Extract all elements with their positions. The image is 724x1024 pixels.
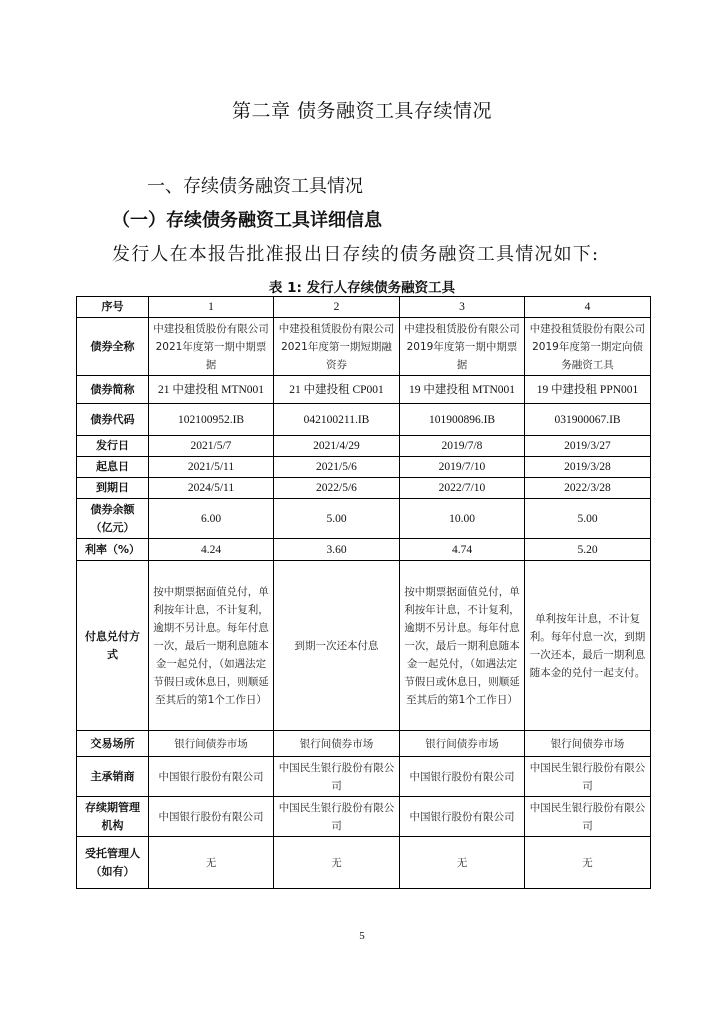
- table-cell: 无: [274, 837, 400, 889]
- header-cell-1: 1: [149, 297, 274, 318]
- table-cell: 6.00: [149, 499, 274, 539]
- table-cell: 按中期票据面值兑付，单利按年计息，不计复利，逾期不另计息。每年付息一次，最后一期利息随本金一起兑付，（如遇法定节假日或休息日，则顺延至其后的第1个工作日）: [400, 561, 525, 731]
- row-label: 主承销商: [77, 757, 149, 797]
- row-rate: [77, 539, 651, 561]
- table-cell: 无: [400, 837, 525, 889]
- row-management-institution: [77, 797, 651, 837]
- row-label: 起息日: [77, 457, 149, 478]
- row-label: 债券简称: [77, 376, 149, 404]
- row-balance: [77, 499, 651, 539]
- table-cell: 中国民生银行股份有限公司: [274, 797, 400, 837]
- table-caption: 表 1: 发行人存续债务融资工具: [268, 280, 456, 296]
- section-title: 一、存续债务融资工具情况: [147, 176, 363, 197]
- intro-text: 发行人在本报告批准报出日存续的债务融资工具情况如下:: [112, 244, 600, 265]
- table-cell: 2021/5/6: [274, 457, 400, 478]
- row-value-date: [77, 457, 651, 478]
- table-cell: 银行间债券市场: [274, 731, 400, 757]
- row-label: 债券代码: [77, 404, 149, 436]
- table-cell: 2024/5/11: [149, 478, 274, 499]
- header-cell-4: 4: [525, 297, 651, 318]
- page-number: 5: [359, 930, 365, 942]
- table-cell: 21 中建投租 CP001: [274, 376, 400, 404]
- row-full-name: [77, 318, 651, 376]
- table-cell: 中建投租赁股份有限公司2019年度第一期中期票据: [400, 318, 525, 376]
- row-label: 存续期管理机构: [77, 797, 149, 837]
- table-cell: 5.20: [525, 539, 651, 561]
- table-cell: 中国民生银行股份有限公司: [525, 797, 651, 837]
- table-cell: 031900067.IB: [525, 404, 651, 436]
- table-cell: 2019/7/8: [400, 436, 525, 457]
- table-header-row: [77, 297, 651, 318]
- table-cell: 2019/7/10: [400, 457, 525, 478]
- row-label: 债券余额（亿元）: [77, 499, 149, 539]
- table-cell: 2019/3/27: [525, 436, 651, 457]
- table-cell: 到期一次还本付息: [274, 561, 400, 731]
- table-cell: 19 中建投租 MTN001: [400, 376, 525, 404]
- table-cell: 按中期票据面值兑付，单利按年计息，不计复利，逾期不另计息。每年付息一次，最后一期利息随本金一起兑付，（如遇法定节假日或休息日，则顺延至其后的第1个工作日）: [149, 561, 274, 731]
- table-cell: 中国银行股份有限公司: [149, 757, 274, 797]
- table-cell: 102100952.IB: [149, 404, 274, 436]
- table-cell: 中国民生银行股份有限公司: [274, 757, 400, 797]
- row-issue-date: [77, 436, 651, 457]
- row-label: 交易场所: [77, 731, 149, 757]
- table-cell: 4.24: [149, 539, 274, 561]
- table-cell: 2021/5/11: [149, 457, 274, 478]
- table-cell: 银行间债券市场: [525, 731, 651, 757]
- table-cell: 4.74: [400, 539, 525, 561]
- table-cell: 中国银行股份有限公司: [400, 797, 525, 837]
- table-cell: 042100211.IB: [274, 404, 400, 436]
- header-cell-label: 序号: [77, 297, 149, 318]
- table-cell: 3.60: [274, 539, 400, 561]
- row-trustee: [77, 837, 651, 889]
- row-label: 发行日: [77, 436, 149, 457]
- row-label: 受托管理人（如有）: [77, 837, 149, 889]
- table-cell: 中建投租赁股份有限公司2019年度第一期定向债务融资工具: [525, 318, 651, 376]
- table-cell: 中国银行股份有限公司: [149, 797, 274, 837]
- table-cell: 无: [525, 837, 651, 889]
- table-cell: 101900896.IB: [400, 404, 525, 436]
- table-cell: 2021/5/7: [149, 436, 274, 457]
- table-cell: 5.00: [274, 499, 400, 539]
- table-cell: 10.00: [400, 499, 525, 539]
- table-cell: 中国民生银行股份有限公司: [525, 757, 651, 797]
- row-trading-venue: [77, 731, 651, 757]
- table-cell: 2021/4/29: [274, 436, 400, 457]
- row-maturity-date: [77, 478, 651, 499]
- table-cell: 银行间债券市场: [400, 731, 525, 757]
- table-cell: 5.00: [525, 499, 651, 539]
- row-code: [77, 404, 651, 436]
- header-cell-2: 2: [274, 297, 400, 318]
- row-payment-method: [77, 561, 651, 731]
- row-short-name: [77, 376, 651, 404]
- table-cell: 2022/5/6: [274, 478, 400, 499]
- table-cell: 2019/3/28: [525, 457, 651, 478]
- subsection-title: （一）存续债务融资工具详细信息: [112, 210, 382, 231]
- table-cell: 中建投租赁股份有限公司2021年度第一期中期票据: [149, 318, 274, 376]
- table-cell: 2022/7/10: [400, 478, 525, 499]
- table-cell: 21 中建投租 MTN001: [149, 376, 274, 404]
- row-label: 到期日: [77, 478, 149, 499]
- row-label: 债券全称: [77, 318, 149, 376]
- table-cell: 银行间债券市场: [149, 731, 274, 757]
- row-label: 付息兑付方式: [77, 561, 149, 731]
- table-cell: 19 中建投租 PPN001: [525, 376, 651, 404]
- row-lead-underwriter: [77, 757, 651, 797]
- chapter-title: 第二章 债务融资工具存续情况: [231, 100, 493, 122]
- table-cell: 中建投租赁股份有限公司2021年度第一期短期融资券: [274, 318, 400, 376]
- row-label: 利率（%）: [77, 539, 149, 561]
- table-cell: 中国银行股份有限公司: [400, 757, 525, 797]
- bond-table: [76, 296, 651, 889]
- table-cell: 无: [149, 837, 274, 889]
- header-cell-3: 3: [400, 297, 525, 318]
- table-cell: 单利按年计息，不计复利。每年付息一次，到期一次还本，最后一期利息随本金的兑付一起支付。: [525, 561, 651, 731]
- table-cell: 2022/3/28: [525, 478, 651, 499]
